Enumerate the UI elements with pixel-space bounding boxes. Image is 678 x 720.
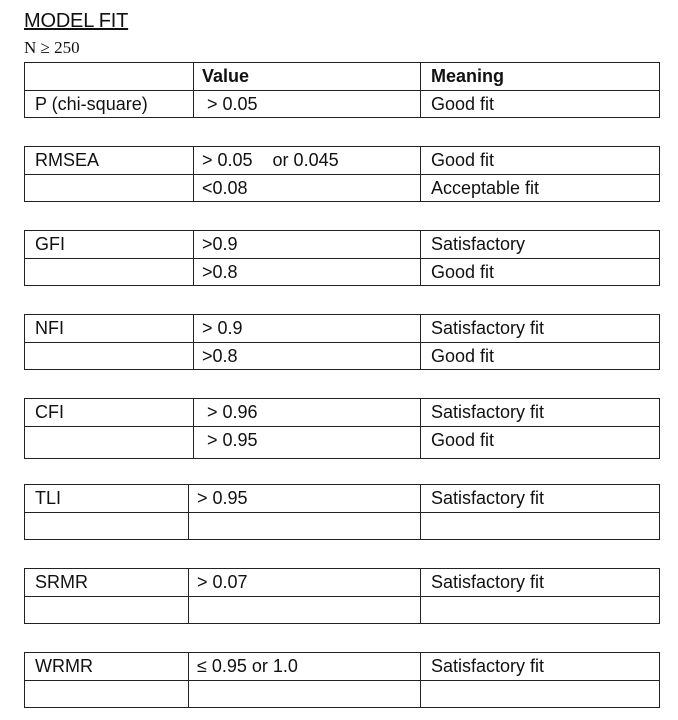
- index-name-cell: [25, 175, 193, 201]
- table-row: [25, 485, 659, 512]
- meaning-cell: [420, 513, 659, 539]
- threshold-value-cell: > 0.07: [188, 569, 420, 596]
- meaning-cell: Acceptable fit: [420, 175, 659, 201]
- threshold-value-cell: > 0.96: [193, 399, 420, 426]
- table-row: [25, 399, 659, 426]
- threshold-value-cell: ≤ 0.95 or 1.0: [188, 653, 420, 680]
- index-name-cell: WRMR: [35, 656, 93, 676]
- index-name-cell: [25, 259, 193, 285]
- meaning-cell: Good fit: [420, 91, 659, 117]
- fit-table-block-tli: [24, 484, 660, 540]
- meaning-cell: Satisfactory fit: [420, 315, 659, 342]
- table-row: [25, 596, 659, 623]
- table-row: [25, 231, 659, 258]
- meaning-cell: Good fit: [420, 259, 659, 285]
- fit-table-block-gfi: [24, 230, 660, 286]
- threshold-value-cell: > 0.9: [193, 315, 420, 342]
- meaning-cell: Satisfactory fit: [420, 569, 659, 596]
- meaning-cell: Good fit: [420, 343, 659, 369]
- index-name-cell: NFI: [35, 318, 64, 338]
- table-row: [25, 653, 659, 680]
- table-row: [25, 426, 659, 458]
- meaning-cell: [420, 681, 659, 707]
- index-name-cell: GFI: [35, 234, 65, 254]
- threshold-value-cell: [188, 513, 420, 539]
- table-row: [25, 147, 659, 174]
- meaning-cell: Satisfactory fit: [420, 485, 659, 512]
- meaning-cell: Satisfactory fit: [420, 653, 659, 680]
- fit-table-block-srmr: [24, 568, 660, 624]
- fit-table-block-chi-square: [24, 62, 660, 118]
- table-row: [25, 512, 659, 539]
- fit-table-block-wrmr: [24, 652, 660, 708]
- threshold-value-cell: > 0.95: [193, 427, 420, 458]
- table-row: [25, 680, 659, 707]
- table-row: [25, 174, 659, 201]
- table-row: [25, 258, 659, 285]
- index-name-cell: P (chi-square): [35, 94, 148, 114]
- table-row: [25, 342, 659, 369]
- meaning-cell: Satisfactory fit: [420, 399, 659, 426]
- index-name-cell: RMSEA: [35, 150, 100, 170]
- page-title: MODEL FIT: [24, 10, 129, 32]
- index-name-cell: [25, 681, 188, 707]
- threshold-value-cell: [188, 681, 420, 707]
- table-header-row: [25, 63, 659, 90]
- threshold-value-cell: > 0.95: [188, 485, 420, 512]
- header-meaning-cell: Meaning: [420, 63, 659, 90]
- index-name-cell: [25, 597, 188, 623]
- index-name-cell: TLI: [35, 488, 62, 508]
- meaning-cell: Satisfactory: [420, 231, 659, 258]
- fit-table-block-rmsea: [24, 146, 660, 202]
- index-name-cell: [25, 343, 193, 369]
- table-row: [25, 569, 659, 596]
- table-row: [25, 315, 659, 342]
- table-row: [25, 90, 659, 117]
- meaning-cell: [420, 597, 659, 623]
- sample-size-note: N ≥ 250: [24, 38, 80, 57]
- fit-table-block-cfi: [24, 398, 660, 459]
- index-name-cell: CFI: [35, 402, 64, 422]
- threshold-value-cell: > 0.05: [193, 91, 420, 117]
- meaning-cell: Good fit: [420, 427, 659, 458]
- fit-table-block-nfi: [24, 314, 660, 370]
- index-name-cell: [25, 427, 193, 458]
- header-index-cell: [25, 63, 193, 90]
- threshold-value-cell: >0.8: [193, 343, 420, 369]
- threshold-value-cell: <0.08: [193, 175, 420, 201]
- index-name-cell: [25, 513, 188, 539]
- threshold-value-cell: > 0.05 or 0.045: [193, 147, 420, 174]
- threshold-value-cell: >0.9: [193, 231, 420, 258]
- threshold-value-cell: >0.8: [193, 259, 420, 285]
- index-name-cell: SRMR: [35, 572, 88, 592]
- meaning-cell: Good fit: [420, 147, 659, 174]
- threshold-value-cell: [188, 597, 420, 623]
- header-value-cell: Value: [193, 63, 420, 90]
